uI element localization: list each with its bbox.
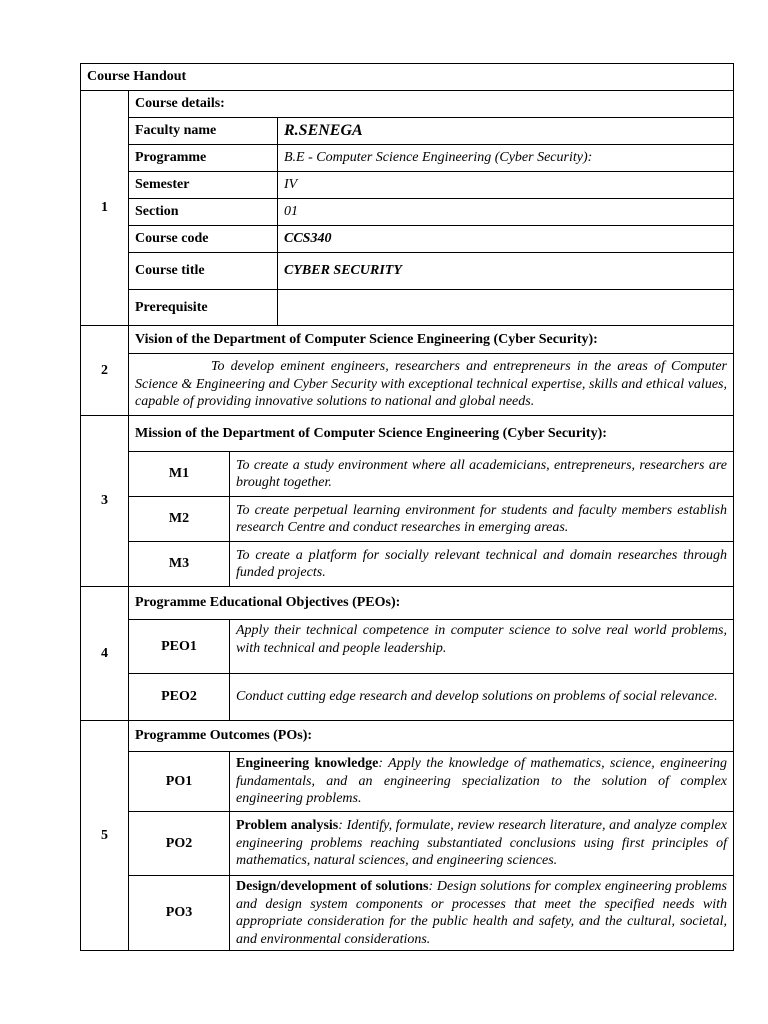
mission-code-m3: M3 — [129, 542, 230, 587]
mission-text-m1: To create a study environment where all academicians, entrepreneurs, researchers are brought together. — [230, 452, 734, 497]
mission-title: Mission of the Department of Computer Science Engineering (Cyber Security): — [129, 416, 734, 452]
section-2-number: 2 — [81, 326, 129, 416]
po-text-1: : Apply the knowledge of mathematics, science, engineering fundamentals, and an engineering specialization to the solution of complex engineering problems. — [236, 756, 727, 807]
vision-title: Vision of the Department of Computer Science Engineering (Cyber Security): — [129, 326, 734, 354]
po-code-2: PO2 — [129, 812, 230, 876]
po-head-3: Design/development of solutions — [236, 879, 429, 894]
section-3-number: 3 — [81, 416, 129, 587]
peo-code-1: PEO1 — [129, 620, 230, 674]
mission-text-m3: To create a platform for socially relevant technical and domain researches through funded projects. — [230, 542, 734, 587]
faculty-name-value: R.SENEGA — [278, 118, 734, 145]
po-code-3: PO3 — [129, 876, 230, 951]
section-label: Section — [129, 199, 278, 226]
section-5-number: 5 — [81, 721, 129, 951]
vision-text: To develop eminent engineers, researchers and entrepreneurs in the areas of Computer Science & Engineering and Cyber Security with exceptional technical expertise, skills and ethical values, capable of providing innovative solutions to national and global needs. — [129, 354, 734, 416]
semester-label: Semester — [129, 172, 278, 199]
programme-value: B.E - Computer Science Engineering (Cyber Security): — [278, 145, 734, 172]
po-title: Programme Outcomes (POs): — [129, 721, 734, 752]
po-text-3: : Design solutions for complex engineering problems and design system components or processes that meet the specified needs with appropriate consideration for the public health and safety, and the cultural, societal, and environmental considerations. — [236, 879, 727, 947]
faculty-name-label: Faculty name — [129, 118, 278, 145]
po-cell-3 — [230, 876, 734, 951]
handout-header: Course Handout — [81, 64, 734, 91]
course-title-value: CYBER SECURITY — [278, 253, 734, 290]
section-1-number: 1 — [81, 91, 129, 326]
section-4-number: 4 — [81, 587, 129, 721]
mission-code-m1: M1 — [129, 452, 230, 497]
po-head-1: Engineering knowledge — [236, 756, 379, 772]
section-value: 01 — [278, 199, 734, 226]
course-title-label: Course title — [129, 253, 278, 290]
course-handout-page — [80, 63, 734, 951]
po-text-2: : Identify, formulate, review research literature, and analyze complex engineering problems reaching substantiated conclusions using first principles of mathematics, natural sciences, and engineering sciences. — [236, 818, 727, 869]
po-code-1: PO1 — [129, 752, 230, 812]
peo-title: Programme Educational Objectives (PEOs): — [129, 587, 734, 620]
course-code-label: Course code — [129, 226, 278, 253]
peo-text-1: Apply their technical competence in computer science to solve real world problems, with technical and people leadership. — [230, 620, 734, 674]
mission-code-m2: M2 — [129, 497, 230, 542]
peo-code-2: PEO2 — [129, 674, 230, 721]
mission-text-m2: To create perpetual learning environment for students and faculty members establish research Centre and conduct researches in emerging areas. — [230, 497, 734, 542]
course-details-title: Course details: — [129, 91, 734, 118]
semester-value: IV — [278, 172, 734, 199]
prerequisite-label: Prerequisite — [129, 290, 278, 326]
po-cell-2 — [230, 812, 734, 876]
programme-label: Programme — [129, 145, 278, 172]
prerequisite-value — [278, 290, 734, 326]
course-code-value: CCS340 — [278, 226, 734, 253]
course-handout-table — [80, 63, 734, 951]
po-head-2: Problem analysis — [236, 818, 339, 834]
po-cell-1 — [230, 752, 734, 812]
peo-text-2: Conduct cutting edge research and develop solutions on problems of social relevance. — [230, 674, 734, 721]
